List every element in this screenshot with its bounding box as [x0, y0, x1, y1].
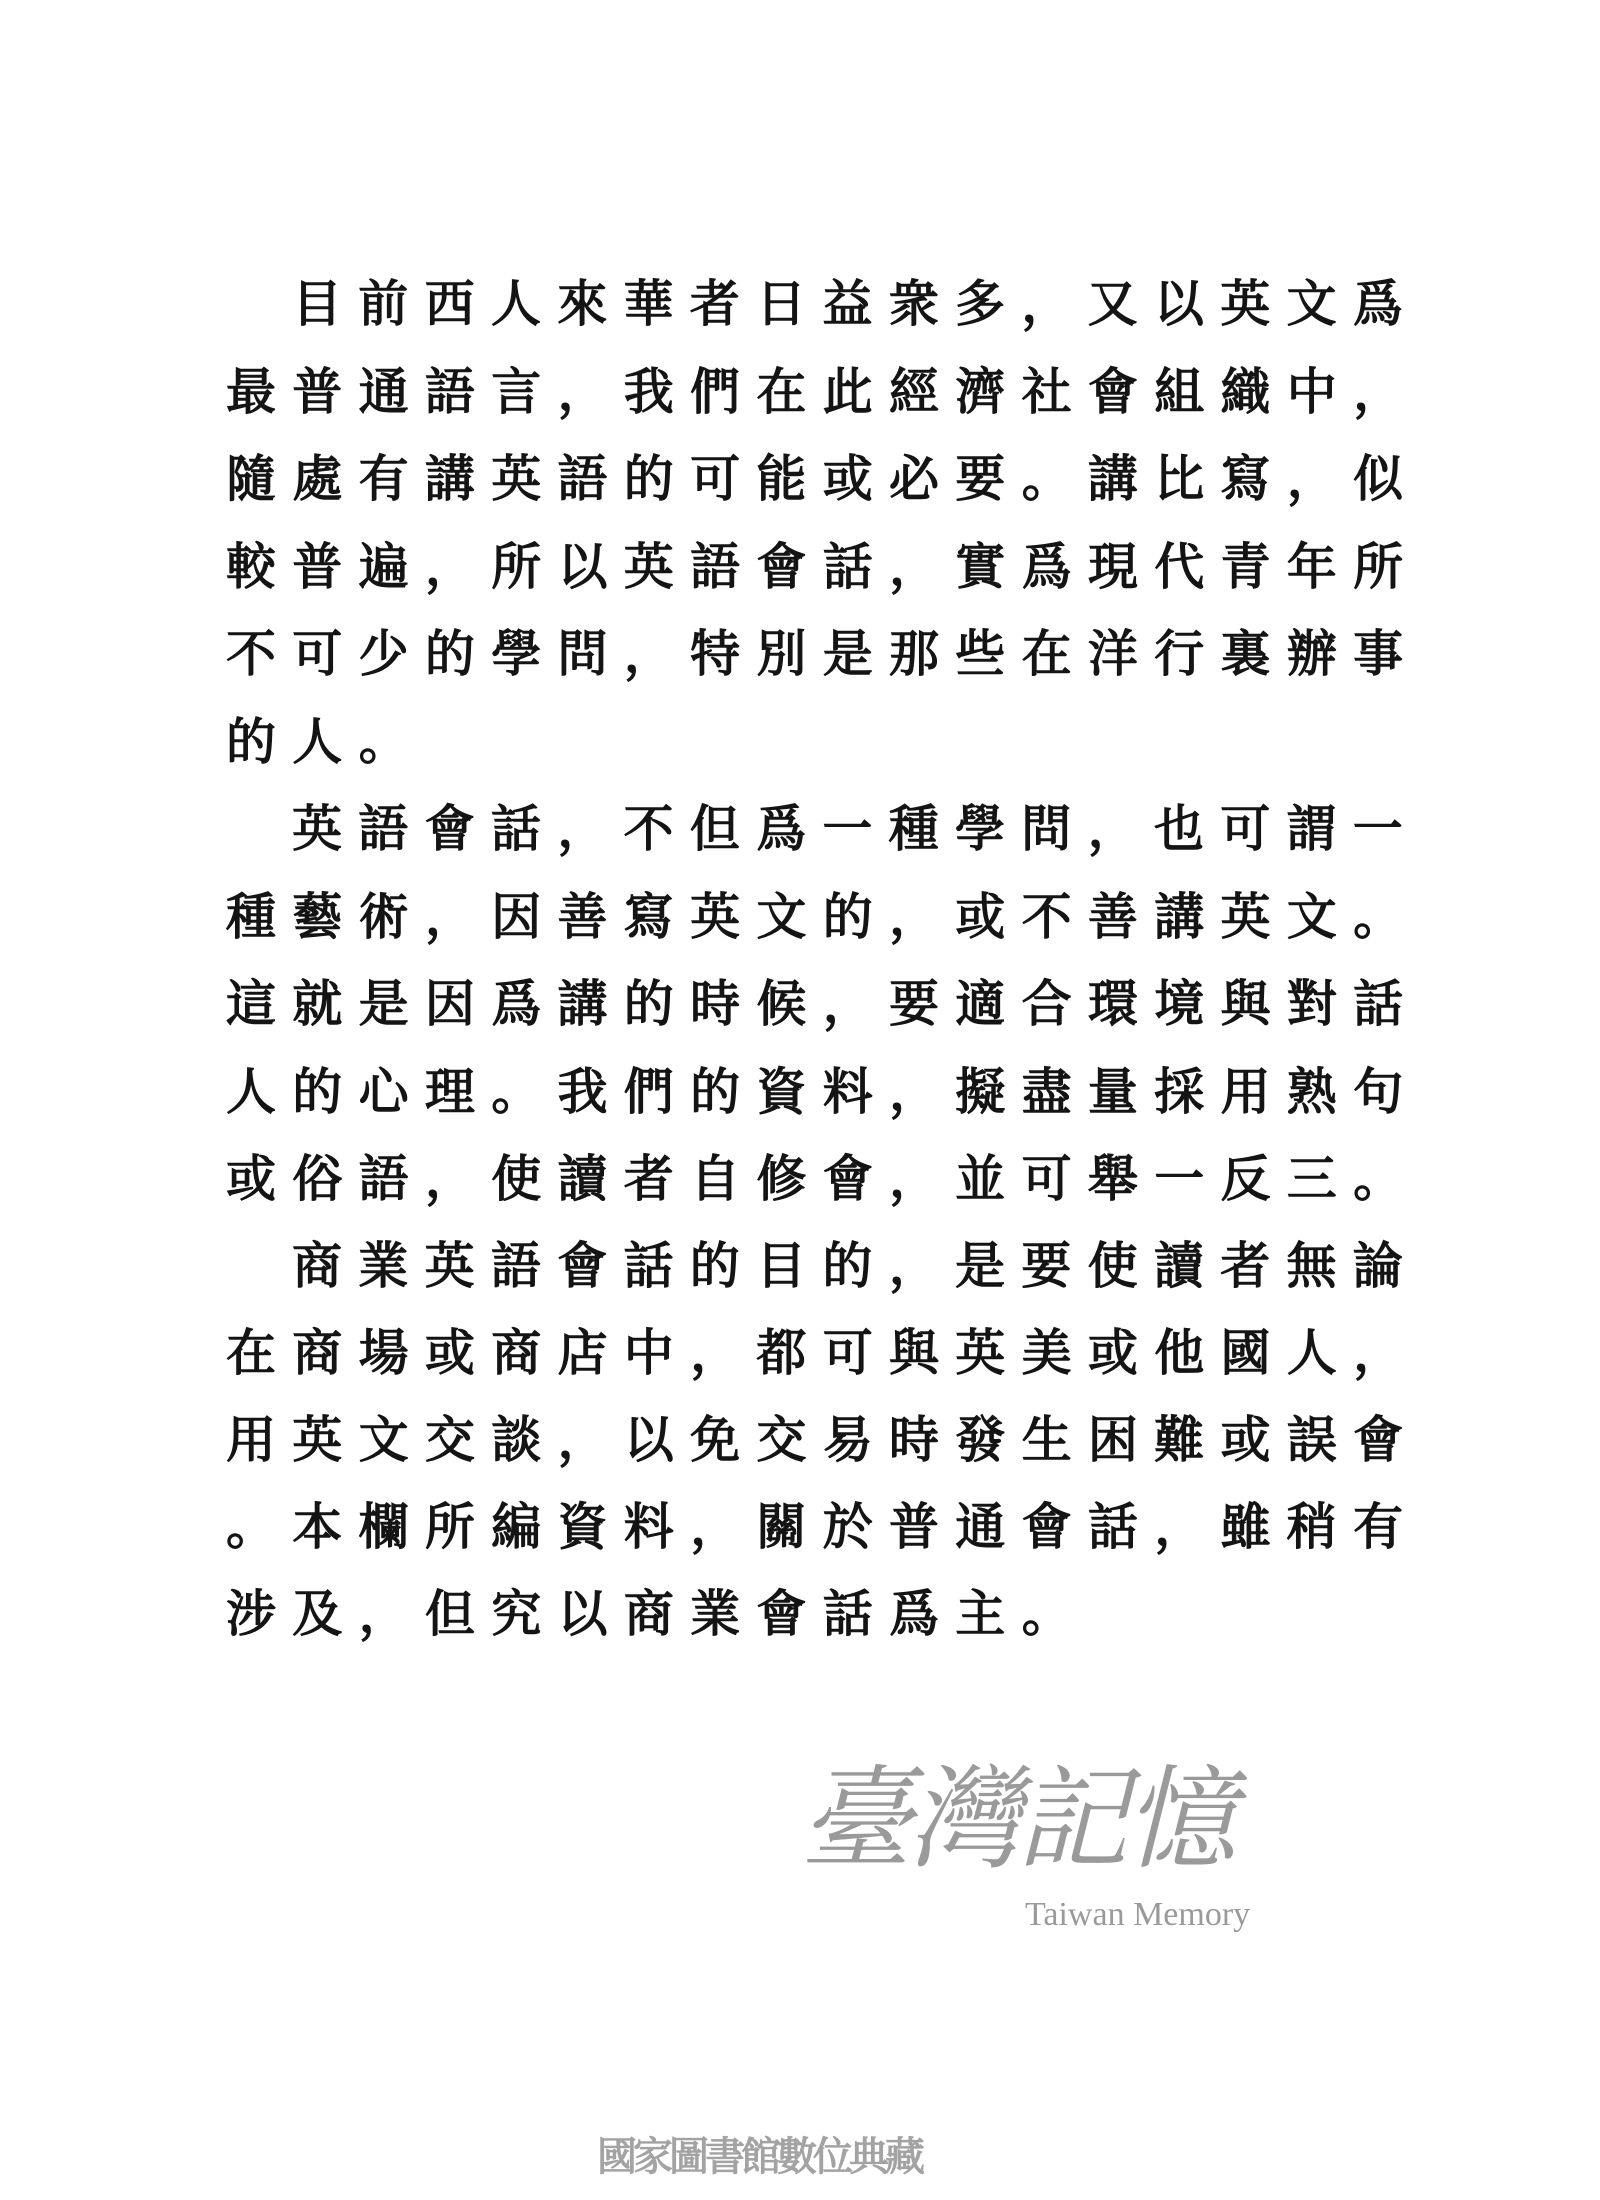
text-line: 人的心理。我們的資料，擬盡量採用熟句 — [226, 1062, 1420, 1121]
text-line: 目前西人來華者日益衆多，又以英文爲 — [292, 274, 1420, 333]
text-line: 種藝術，因善寫英文的，或不善講英文。 — [226, 887, 1420, 946]
text-line: 或俗語，使讀者自修會，並可舉一反三。 — [226, 1149, 1420, 1208]
text-line: 的人。 — [226, 712, 425, 771]
text-line: 用英文交談，以免交易時發生困難或誤會 — [226, 1410, 1420, 1469]
text-line: 在商場或商店中，都可與英美或他國人， — [226, 1323, 1420, 1382]
text-line: 最普通語言，我們在此經濟社會組織中， — [226, 362, 1420, 421]
text-line: 商業英語會話的目的，是要使讀者無論 — [292, 1236, 1420, 1295]
watermark-english: Taiwan Memory — [1025, 1896, 1251, 1933]
text-line: 英語會話，不但爲一種學問，也可謂一 — [292, 799, 1420, 858]
watermark-chinese: 臺灣記憶 — [800, 1755, 1232, 1885]
text-line: 。本欄所編資料，關於普通會話，雖稍有 — [226, 1497, 1420, 1556]
text-line: 較普遍，所以英語會話，實爲現代青年所 — [226, 537, 1420, 596]
text-line: 不可少的學問，特別是那些在洋行裏辦事 — [226, 624, 1420, 683]
text-line: 涉及，但究以商業會話爲主。 — [226, 1584, 1088, 1643]
text-line: 隨處有講英語的可能或必要。講比寫，似 — [226, 449, 1420, 508]
text-line: 這就是因爲講的時候，要適合環境與對話 — [226, 974, 1420, 1033]
footer-credit: 國家圖書館數位典藏 — [597, 2134, 921, 2180]
